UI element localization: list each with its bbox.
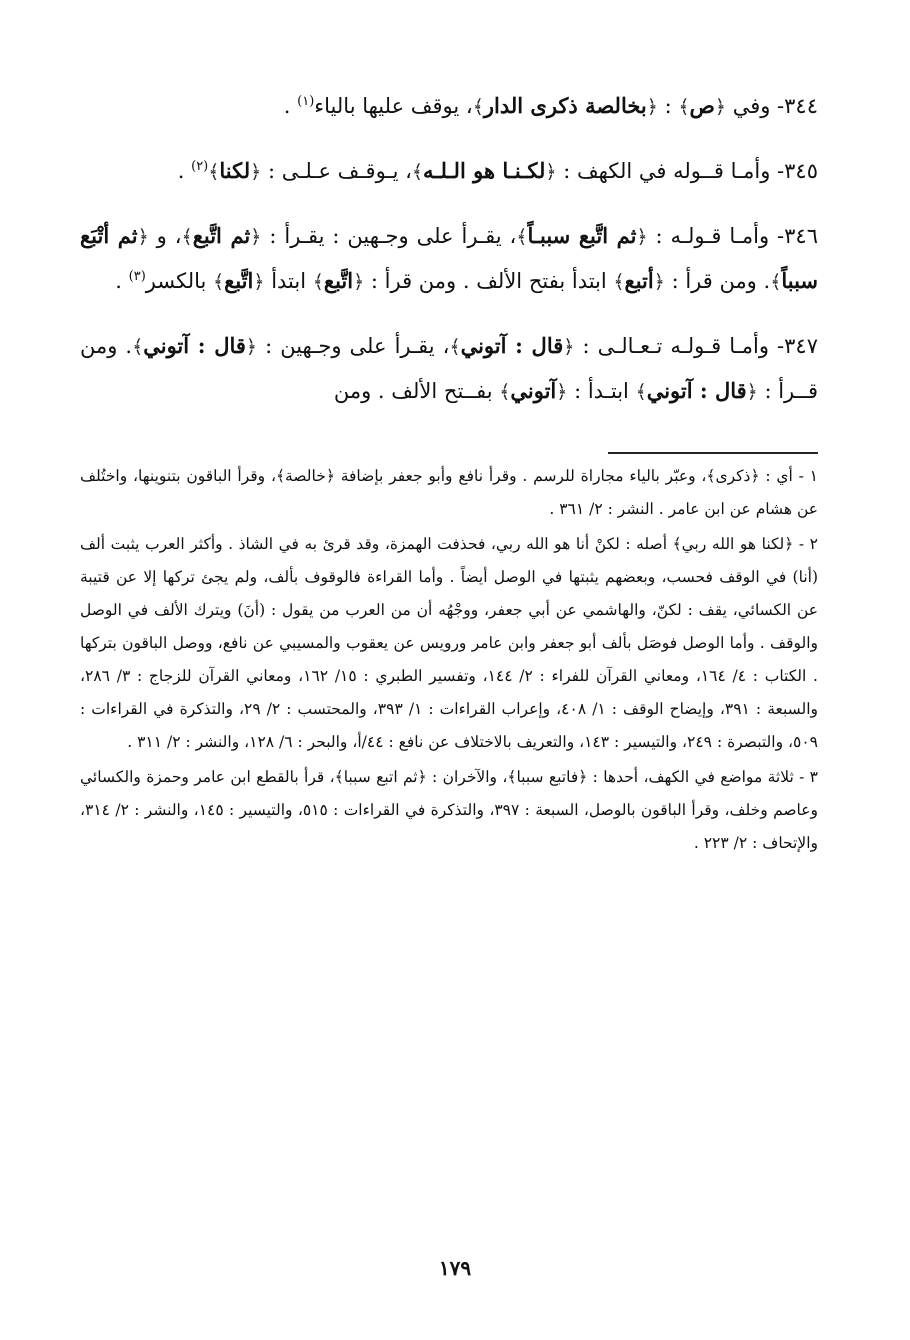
ornate-bracket-close: ﴾: [449, 336, 461, 358]
quran-quote: قال : آتوني: [646, 378, 747, 403]
text-segment: .: [115, 269, 129, 293]
text-segment: ٣٤٧- وأمـا قـولـه تـعـالـى :: [574, 334, 818, 358]
main-text: [80, 84, 818, 414]
paragraph-345: [80, 149, 818, 194]
paragraph-344: [80, 84, 818, 129]
ornate-bracket-open: ﴿: [545, 161, 557, 183]
ornate-bracket-open: ﴿: [353, 271, 365, 293]
quran-quote: لكـنـا هو الـلـه: [423, 158, 546, 183]
footnote-3: ٣ - ثلاثة مواضع في الكهف، أحدها : ﴿فاتبع سببا﴾، والآخران : ﴿ثم اتبع سببا﴾، قرأ بالقطع ابن عامر وحمزة والكسائي وعاصم وخلف، وقرأ الباقون بالوصل، السبعة : ٣٩٧، والتذكرة في القراءات : ٥١٥، والتيسير : ١٤٥، والنشر : ٢/ ٣١٤، والإتحاف : ٢/ ٢٢٣ .: [80, 768, 819, 852]
ornate-bracket-close: ﴾: [499, 381, 511, 403]
text-segment: ٣٤٤- وفي: [726, 94, 818, 118]
text-segment: .: [177, 159, 192, 183]
ornate-bracket-close: ﴾: [516, 226, 528, 248]
ornate-bracket-open: ﴿: [714, 96, 727, 118]
footnote-marker-1[interactable]: (١): [297, 94, 315, 109]
footnote-separator: [608, 452, 818, 454]
ornate-bracket-close: ﴾: [678, 96, 690, 118]
quran-quote: أتبع: [624, 268, 654, 293]
ornate-bracket-close: ﴾: [472, 96, 484, 118]
ornate-bracket-open: ﴿: [245, 336, 258, 358]
ornate-bracket-open: ﴿: [250, 161, 262, 183]
text-segment: بفــتح الألف . ومن: [333, 379, 500, 403]
text-segment: ، و: [148, 224, 182, 248]
text-segment: .: [283, 94, 298, 118]
quran-quote: قال : آتوني: [143, 333, 246, 358]
quran-quote: اتَّبع: [323, 268, 354, 293]
text-segment: ابتدأ: [264, 269, 313, 293]
page-number: ١٧٩: [438, 1256, 472, 1280]
text-segment: بالكسر: [145, 269, 214, 293]
quran-quote: ثم اتَّبع سببـاً: [527, 223, 637, 248]
quran-quote: اتَّبع: [224, 268, 254, 293]
ornate-bracket-close: ﴾: [312, 271, 324, 293]
text-segment: ٣٤٥- وأمـا قــوله في الكهف :: [556, 159, 818, 183]
ornate-bracket-open: ﴿: [137, 226, 149, 248]
ornate-bracket-open: ﴿: [253, 271, 265, 293]
text-segment: . ومن قــرأ :: [80, 334, 818, 403]
quran-quote: بخالصة ذكرى الدار: [483, 93, 647, 118]
quran-quote: لكنا: [219, 158, 251, 183]
text-segment: ابتدأ بفتح الألف . ومن قرأ :: [364, 269, 614, 293]
quran-quote: ثم أتْبَع سبباً: [80, 223, 818, 293]
ornate-bracket-close: ﴾: [181, 226, 193, 248]
ornate-bracket-open: ﴿: [563, 336, 575, 358]
ornate-bracket-open: ﴿: [636, 226, 648, 248]
ornate-bracket-open: ﴿: [653, 271, 665, 293]
ornate-bracket-open: ﴿: [250, 226, 262, 248]
text-segment: ابتـدأ :: [567, 379, 636, 403]
ornate-bracket-close: ﴾: [635, 381, 647, 403]
footnote-marker-2[interactable]: (٢): [191, 159, 209, 174]
text-segment: ٣٤٦- وأمـا قـولـه :: [647, 224, 818, 248]
footnote-1: ١ - أي : ﴿ذكرى﴾، وعبّر بالياء مجاراة للرسم . وقرأ نافع وأبو جعفر بإضافة ﴿خالصة﴾، وقرأ الباقون بتنوينها، واختُلف عن هشام عن ابن عامر . النشر : ٢/ ٣٦١ .: [80, 467, 818, 518]
text-segment: ، يـوقـف عـلـى :: [261, 159, 412, 183]
text-segment: :: [657, 94, 679, 118]
quran-quote: آتوني: [510, 378, 557, 403]
ornate-bracket-close: ﴾: [213, 271, 225, 293]
text-segment: ، يوقف عليها بالياء: [314, 94, 473, 118]
ornate-bracket-open: ﴿: [746, 381, 758, 403]
footnote-2: ٢ - ﴿لكنا هو الله ربي﴾ أصله : لكنْ أنا هو الله ربي، فحذفت الهمزة، وقد قرئ به في الشاذ . وأكثر العرب يثبت ألف (أنا) في الوقف فحسب، وبعضهم يثبتها في الوصل أيضاً . وأما القراءة فالوقوف بألف، ولم يجئ تركها إلا عن قتيبة عن الكسائي، يقف : لكنّ، والهاشمي عن أبي جعفر، ووجْهُه أن من العرب من يقول : (أنَ) ويترك الألف في الوصل والوقف . وأما الوصل فوصَل بألف أبو جعفر وابن عامر ورويس عن يعقوب والمسيبي عن نافع، ووصل الباقون بتركها . الكتاب : ٤/ ١٦٤، ومعاني القرآن للفراء : ٢/ ١٤٤، وتفسير الطبري : ١٥/ ١٦٢، ومعاني القرآن للزجاج : ٣/ ٢٨٦، والسبعة : ٣٩١، وإيضاح الوقف : ١/ ٤٠٨، وإعراب القراءات : ١/ ٣٩٣، والمحتسب : ٢/ ٢٩، والتذكرة في القراءات : ٥٠٩، والتبصرة : ٢٤٩، والتيسير : ١٤٣، والتعريف بالاختلاف عن نافع : ٤٤/أ، والبحر : ٦/ ١٢٨، والنشر : ٢/ ٣١١ .: [80, 535, 818, 751]
ornate-bracket-close: ﴾: [208, 161, 220, 183]
ornate-bracket-close: ﴾: [411, 161, 424, 183]
ornate-bracket-close: ﴾: [132, 336, 144, 358]
footnote-marker-3[interactable]: (٣): [128, 269, 146, 284]
ornate-bracket-open: ﴿: [646, 96, 658, 118]
footnotes: [80, 460, 818, 860]
quran-quote: قال : آتوني: [460, 333, 564, 358]
text-segment: . ومن قرأ :: [664, 269, 771, 293]
ornate-bracket-close: ﴾: [770, 271, 782, 293]
quran-quote: ثم اتَّبع: [192, 223, 251, 248]
ornate-bracket-open: ﴿: [556, 381, 568, 403]
paragraph-346: [80, 214, 818, 304]
paragraph-347: [80, 324, 818, 414]
text-segment: ، يقـرأ على وجـهين :: [257, 334, 450, 358]
ornate-bracket-close: ﴾: [613, 271, 625, 293]
text-segment: ، يقـرأ على وجـهين : يقـرأ :: [261, 224, 517, 248]
quran-quote: ص: [689, 93, 715, 118]
